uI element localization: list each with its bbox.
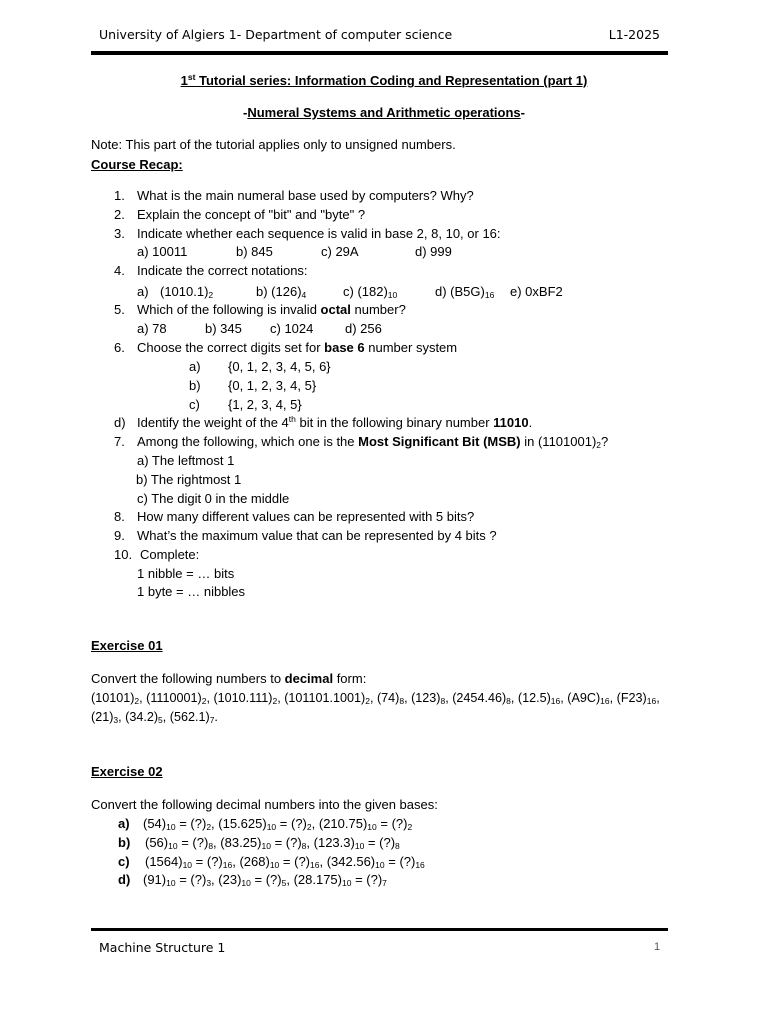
question-1: What is the main numeral base used by computers? Why? xyxy=(137,188,474,203)
numeral-separator: , xyxy=(369,691,377,705)
numeral-separator: , xyxy=(213,835,221,850)
numeral-value: (23) xyxy=(218,872,242,887)
numeral-base: 10 xyxy=(261,841,271,851)
numeral-base: 16 xyxy=(550,696,561,706)
numeral-base: 10 xyxy=(166,878,176,888)
exercise-02-item-c xyxy=(145,854,425,869)
option-b: {0, 1, 2, 3, 4, 5} xyxy=(228,378,317,393)
numeral-base: 10 xyxy=(367,822,377,832)
numeral-base: 5 xyxy=(158,715,163,725)
list-number: 7. xyxy=(114,434,125,449)
option-d: d) 256 xyxy=(345,321,382,336)
numeral-separator: , xyxy=(206,691,214,705)
numeral-separator: , xyxy=(609,691,617,705)
numeral-separator: , xyxy=(311,816,319,831)
option-b: b) The rightmost 1 xyxy=(136,472,242,487)
numeral-value: (1564) xyxy=(145,854,183,869)
numeral-value: (2454.46) xyxy=(452,691,507,705)
numeral-value: (28.175) xyxy=(293,872,342,887)
question-9: What’s the maximum value that can be represented by 4 bits ? xyxy=(137,528,497,543)
option-c: c) 29A xyxy=(321,244,359,259)
numeral-value: (?) xyxy=(285,835,302,850)
option-a-label: a) xyxy=(189,359,201,374)
numeral-separator: = xyxy=(175,816,191,831)
numeral-value: (?) xyxy=(192,835,209,850)
numeral-base: 10 xyxy=(166,822,176,832)
numeral-value: (210.75) xyxy=(318,816,368,831)
numeral-base: 3 xyxy=(206,878,212,888)
numeral-value: (83.25) xyxy=(220,835,262,850)
list-number: 2. xyxy=(114,207,125,222)
numeral-separator: , xyxy=(277,691,285,705)
numeral-base: 7 xyxy=(209,715,215,725)
numeral-base: 2 xyxy=(365,696,370,706)
exercise-01-intro: Convert the following numbers to decimal form: xyxy=(91,671,367,686)
numeral-value: (54) xyxy=(143,816,167,831)
numeral-value: (91) xyxy=(143,872,167,887)
notation-b: b) $(126)_4$ xyxy=(256,284,307,300)
exercise-01-heading: Exercise 01 xyxy=(91,638,163,653)
option-a: a) 78 xyxy=(137,321,167,336)
numeral-base: 5 xyxy=(281,878,287,888)
list-number: 10. xyxy=(114,547,133,562)
list-number: 9. xyxy=(114,528,125,543)
numeral-value: (342.56) xyxy=(326,854,376,869)
numeral-base: 2 xyxy=(206,822,212,832)
exercise-02-item-a xyxy=(143,816,412,831)
numeral-value: (562.1) xyxy=(169,710,210,724)
numeral-base: 10 xyxy=(241,878,251,888)
exercise-01-numbers-line-2 xyxy=(91,710,218,724)
option-c: c) 1024 xyxy=(270,321,314,336)
numeral-value: (34.2) xyxy=(125,710,159,724)
numeral-base: 2 xyxy=(272,696,278,706)
numeral-value: (?) xyxy=(206,854,223,869)
numeral-separator: , xyxy=(404,691,412,705)
numeral-base: 8 xyxy=(395,841,400,851)
question-7: Among the following, which one is the Most Significant Bit (MSB) in $(1101001)_2$? xyxy=(137,434,609,450)
notation-c: c) $(182)_{10}$ xyxy=(343,284,398,300)
numeral-value: (F23) xyxy=(616,691,647,705)
numeral-base: 8 xyxy=(208,841,214,851)
header-rule xyxy=(91,51,668,55)
page-header xyxy=(99,27,660,42)
option-c-label: c) xyxy=(189,397,200,412)
notation-a: $(1010.1)_2$ xyxy=(160,284,214,300)
numeral-base: 10 xyxy=(354,841,365,851)
numeral-separator: = xyxy=(279,854,295,869)
numeral-separator: = xyxy=(177,835,193,850)
numeral-value: (268) xyxy=(239,854,270,869)
numeral-base: 2 xyxy=(306,822,312,832)
numeral-base: 10 xyxy=(341,878,352,888)
numeral-separator: = xyxy=(351,872,367,887)
numeral-base: 2 xyxy=(201,696,207,706)
numeral-value: (74) xyxy=(376,691,400,705)
numeral-separator: = xyxy=(270,835,286,850)
numeral-separator: , xyxy=(510,691,518,705)
list-number: 8. xyxy=(114,509,125,524)
option-c: c) The digit 0 in the middle xyxy=(137,491,290,506)
list-number: 3. xyxy=(114,226,125,241)
level-year-label: L1-2025 xyxy=(608,27,660,42)
numeral-value: (?) xyxy=(366,872,383,887)
numeral-separator: = xyxy=(276,816,291,831)
institution-label: University of Algiers 1- Department of computer science xyxy=(99,27,453,42)
numeral-base: 16 xyxy=(646,696,657,706)
question-10: Complete: xyxy=(140,547,200,562)
numeral-separator: , xyxy=(560,691,568,705)
numeral-value: (10101) xyxy=(91,691,135,705)
numeral-separator: , xyxy=(211,872,219,887)
numeral-value: (?) xyxy=(379,835,396,850)
numeral-base: 10 xyxy=(375,860,385,870)
option-c: {1, 2, 3, 4, 5} xyxy=(228,397,302,412)
numeral-base: 10 xyxy=(182,860,193,870)
numeral-separator: . xyxy=(214,710,218,724)
note-text: Note: This part of the tutorial applies only to unsigned numbers. xyxy=(91,137,456,152)
numeral-value: (?) xyxy=(190,872,207,887)
numeral-base: 8 xyxy=(506,696,511,706)
numeral-value: (?) xyxy=(399,854,416,869)
numeral-separator: = xyxy=(250,872,266,887)
item-b-label: b) xyxy=(118,835,131,850)
question-2: Explain the concept of "bit" and "byte" ? xyxy=(137,207,366,222)
question-8: How many different values can be represented with 5 bits? xyxy=(137,509,475,524)
question-5: Which of the following is invalid octal number? xyxy=(137,302,406,317)
option-a: a) 10011 xyxy=(137,244,188,259)
numeral-separator: , xyxy=(656,691,660,705)
numeral-base: 16 xyxy=(222,860,233,870)
numeral-base: 10 xyxy=(168,841,178,851)
numeral-value: (12.5) xyxy=(517,691,551,705)
option-a: a) The leftmost 1 xyxy=(137,453,235,468)
numeral-base: 16 xyxy=(415,860,425,870)
list-number: 1. xyxy=(114,188,125,203)
numeral-separator: , xyxy=(232,854,240,869)
exercise-02-heading: Exercise 02 xyxy=(91,764,163,779)
numeral-value: (?) xyxy=(291,816,307,831)
numeral-value: (?) xyxy=(190,816,207,831)
numeral-base: 10 xyxy=(266,822,277,832)
numeral-value: (1010.111) xyxy=(213,691,273,705)
complete-line-1: 1 nibble = … bits xyxy=(137,566,235,581)
numeral-base: 3 xyxy=(113,715,119,725)
numeral-separator: = xyxy=(175,872,191,887)
option-a: a) xyxy=(137,284,149,299)
list-number: 5. xyxy=(114,302,125,317)
numeral-base: 8 xyxy=(440,696,446,706)
numeral-value: (15.625) xyxy=(218,816,267,831)
numeral-separator: , xyxy=(286,872,294,887)
numeral-value: (1110001) xyxy=(146,691,202,705)
option-a: {0, 1, 2, 3, 4, 5, 6} xyxy=(228,359,331,374)
numeral-separator: = xyxy=(376,816,392,831)
numeral-value: (21) xyxy=(91,710,114,724)
numeral-separator: , xyxy=(445,691,453,705)
numeral-base: 7 xyxy=(382,878,387,888)
numeral-value: (?) xyxy=(294,854,311,869)
question-3: Indicate whether each sequence is valid in base 2, 8, 10, or 16: xyxy=(137,226,501,241)
numeral-separator: , xyxy=(162,710,170,724)
question-6: Choose the correct digits set for base 6 number system xyxy=(137,340,458,355)
question-d: Identify the weight of the 4th bit in the following binary number 11010. xyxy=(137,414,533,430)
numeral-value: (56) xyxy=(145,835,169,850)
exercise-02-item-b xyxy=(145,835,400,850)
numeral-separator: , xyxy=(211,816,219,831)
item-c-label: c) xyxy=(118,854,130,869)
notation-e: e) 0xBF2 xyxy=(510,284,563,299)
document-title: 1st Tutorial series: Information Coding and Representation (part 1) xyxy=(180,72,588,88)
list-number: d) xyxy=(114,415,126,430)
numeral-value: (?) xyxy=(265,872,282,887)
numeral-base: 8 xyxy=(399,696,405,706)
numeral-value: (123.3) xyxy=(313,835,355,850)
numeral-value: (123) xyxy=(411,691,441,705)
numeral-value: (A9C) xyxy=(567,691,601,705)
numeral-base: 10 xyxy=(269,860,280,870)
numeral-separator: = xyxy=(364,835,380,850)
list-number: 4. xyxy=(114,263,125,278)
recap-heading: Course Recap: xyxy=(91,157,183,172)
option-b: b) 345 xyxy=(205,321,242,336)
notation-d: d) $(B5G)_{16}$ xyxy=(435,284,495,300)
page-number: 1 xyxy=(654,941,661,953)
question-4: Indicate the correct notations: xyxy=(137,263,308,278)
numeral-base: 16 xyxy=(310,860,320,870)
numeral-separator: , xyxy=(139,691,147,705)
complete-line-2: 1 byte = … nibbles xyxy=(137,584,246,599)
option-b: b) 845 xyxy=(236,244,273,259)
numeral-base: 8 xyxy=(301,841,307,851)
option-b-label: b) xyxy=(189,378,201,393)
numeral-value: (?) xyxy=(391,816,408,831)
document-subtitle: -Numeral Systems and Arithmetic operations- xyxy=(242,105,525,120)
item-a-label: a) xyxy=(118,816,130,831)
list-number: 6. xyxy=(114,340,125,355)
numeral-separator: , xyxy=(118,710,126,724)
exercise-02-item-d xyxy=(143,872,387,887)
numeral-separator: = xyxy=(192,854,207,869)
numeral-base: 16 xyxy=(600,696,610,706)
exercise-02-intro: Convert the following decimal numbers into the given bases: xyxy=(91,797,438,812)
footer-rule xyxy=(91,928,668,931)
numeral-separator: = xyxy=(384,854,400,869)
numeral-base: 2 xyxy=(407,822,413,832)
item-d-label: d) xyxy=(118,872,131,887)
numeral-value: (101101.1001) xyxy=(284,691,366,705)
numeral-separator: , xyxy=(306,835,314,850)
numeral-base: 2 xyxy=(134,696,140,706)
numeral-separator: , xyxy=(319,854,327,869)
option-d: d) 999 xyxy=(415,244,452,259)
course-name: Machine Structure 1 xyxy=(99,940,226,955)
exercise-01-numbers-line-1 xyxy=(91,691,660,705)
